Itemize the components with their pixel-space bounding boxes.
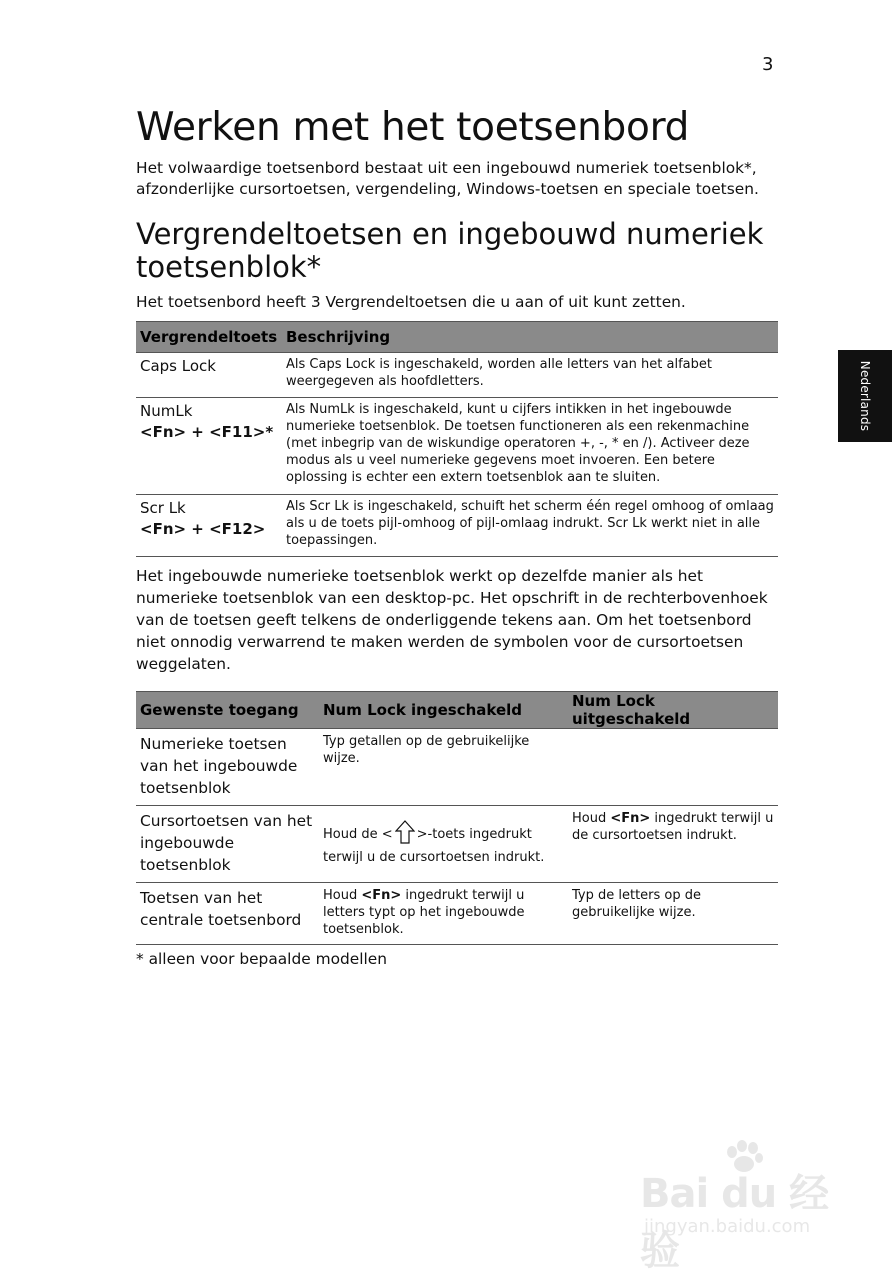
instruction-text: ingedrukt terwijl u de cursortoetsen indrukt. <box>572 811 774 843</box>
section-title: Vergrendeltoetsen en ingebouwd numeriek toetsenblok* <box>136 217 764 284</box>
table-row <box>136 729 778 806</box>
access-cell: Numerieke toetsen van het ingebouwde toetsenblok <box>136 729 319 806</box>
key-name: Caps Lock <box>140 357 216 375</box>
table-row <box>136 353 778 398</box>
numlock-on-cell <box>319 806 568 883</box>
numlock-off-cell: Typ de letters op de gebruikelijke wijze. <box>568 883 778 945</box>
table-row <box>136 398 778 495</box>
watermark-brand: Bai du 经验 <box>640 1171 829 1274</box>
key-name: Scr Lk <box>140 499 186 517</box>
language-tab <box>838 350 892 442</box>
watermark <box>636 1140 846 1274</box>
description-cell: Als Caps Lock is ingeschakeld, worden alle letters van het alfabet weergegeven als hoofdletters. <box>282 353 778 398</box>
column-header: Gewenste toegang <box>136 692 319 729</box>
document-body <box>136 104 778 970</box>
table-row <box>136 806 778 883</box>
numlock-off-cell <box>568 806 778 883</box>
fn-key-label: <Fn> <box>361 888 402 903</box>
description-cell: Als NumLk is ingeschakeld, kunt u cijfers intikken in het ingebouwde numerieke toetsenblok. De toetsen functioneren als een rekenmachine (met inbegrip van de wiskundige operatoren +, -, * en /). Activeer deze modus als u veel numerieke gegevens moet invoeren. Een betere oplossing is echter een extern toetsenblok aan te sluiten. <box>282 398 778 495</box>
column-header: Beschrijving <box>282 322 778 353</box>
instruction-text: ingedrukt terwijl u letters typt op het ingebouwde toetsenblok. <box>323 888 525 937</box>
numlock-access-table <box>136 691 778 945</box>
table-row <box>136 883 778 945</box>
key-combo: <Fn> + <F12> <box>140 520 266 538</box>
watermark-url: jingyan.baidu.com <box>644 1216 811 1237</box>
body-paragraph: Het ingebouwde numerieke toetsenblok werkt op dezelfde manier als het numerieke toetsenblok van een desktop-pc. Het opschrift in de rechterbovenhoek van de toetsen geeft telkens de onderliggende tekens aan. Om het toetsenbord niet onnodig verwarrend te maken werden de symbolen voor de cursortoetsen weggelaten. <box>136 567 768 673</box>
page-number: 3 <box>762 54 774 75</box>
column-header: Num Lock uitgeschakeld <box>568 692 778 729</box>
numlock-on-cell <box>319 883 568 945</box>
key-combo: <Fn> + <F11>* <box>140 423 274 441</box>
section-lead: Het toetsenbord heeft 3 Vergrendeltoetsen die u aan of uit kunt zetten. <box>136 293 686 311</box>
access-cell: Cursortoetsen van het ingebouwde toetsenblok <box>136 806 319 883</box>
numlock-on-cell: Typ getallen op de gebruikelijke wijze. <box>319 729 568 806</box>
table-header-row <box>136 322 778 353</box>
language-tab-label: Nederlands <box>858 360 872 432</box>
lock-keys-table <box>136 321 778 557</box>
lock-key-cell <box>136 353 282 398</box>
key-name: NumLk <box>140 402 193 420</box>
fn-key-label: <Fn> <box>610 811 651 826</box>
column-header: Vergrendeltoets <box>136 322 282 353</box>
numlock-off-cell <box>568 729 778 806</box>
instruction-text: Houd de < <box>323 827 393 842</box>
instruction-text: Houd <box>323 888 362 903</box>
instruction-text: Houd <box>572 811 611 826</box>
lock-key-cell <box>136 398 282 495</box>
intro-paragraph: Het volwaardige toetsenbord bestaat uit een ingebouwd numeriek toetsenblok*, afzonderlijke cursortoetsen, vergendeling, Windows-toetsen en speciale toetsen. <box>136 159 759 198</box>
lock-key-cell <box>136 495 282 557</box>
footnote: * alleen voor bepaalde modellen <box>136 950 388 968</box>
table-row <box>136 495 778 557</box>
table-header-row <box>136 692 778 729</box>
shift-arrow-icon <box>395 820 415 849</box>
description-cell: Als Scr Lk is ingeschakeld, schuift het scherm één regel omhoog of omlaag als u de toets pijl-omhoog of pijl-omlaag indrukt. Scr Lk werkt niet in alle toepassingen. <box>282 495 778 557</box>
column-header: Num Lock ingeschakeld <box>319 692 568 729</box>
page-title: Werken met het toetsenbord <box>136 105 690 150</box>
access-cell: Toetsen van het centrale toetsenbord <box>136 883 319 945</box>
instruction-text: >-toets ingedrukt terwijl u de cursortoetsen indrukt. <box>323 827 545 865</box>
